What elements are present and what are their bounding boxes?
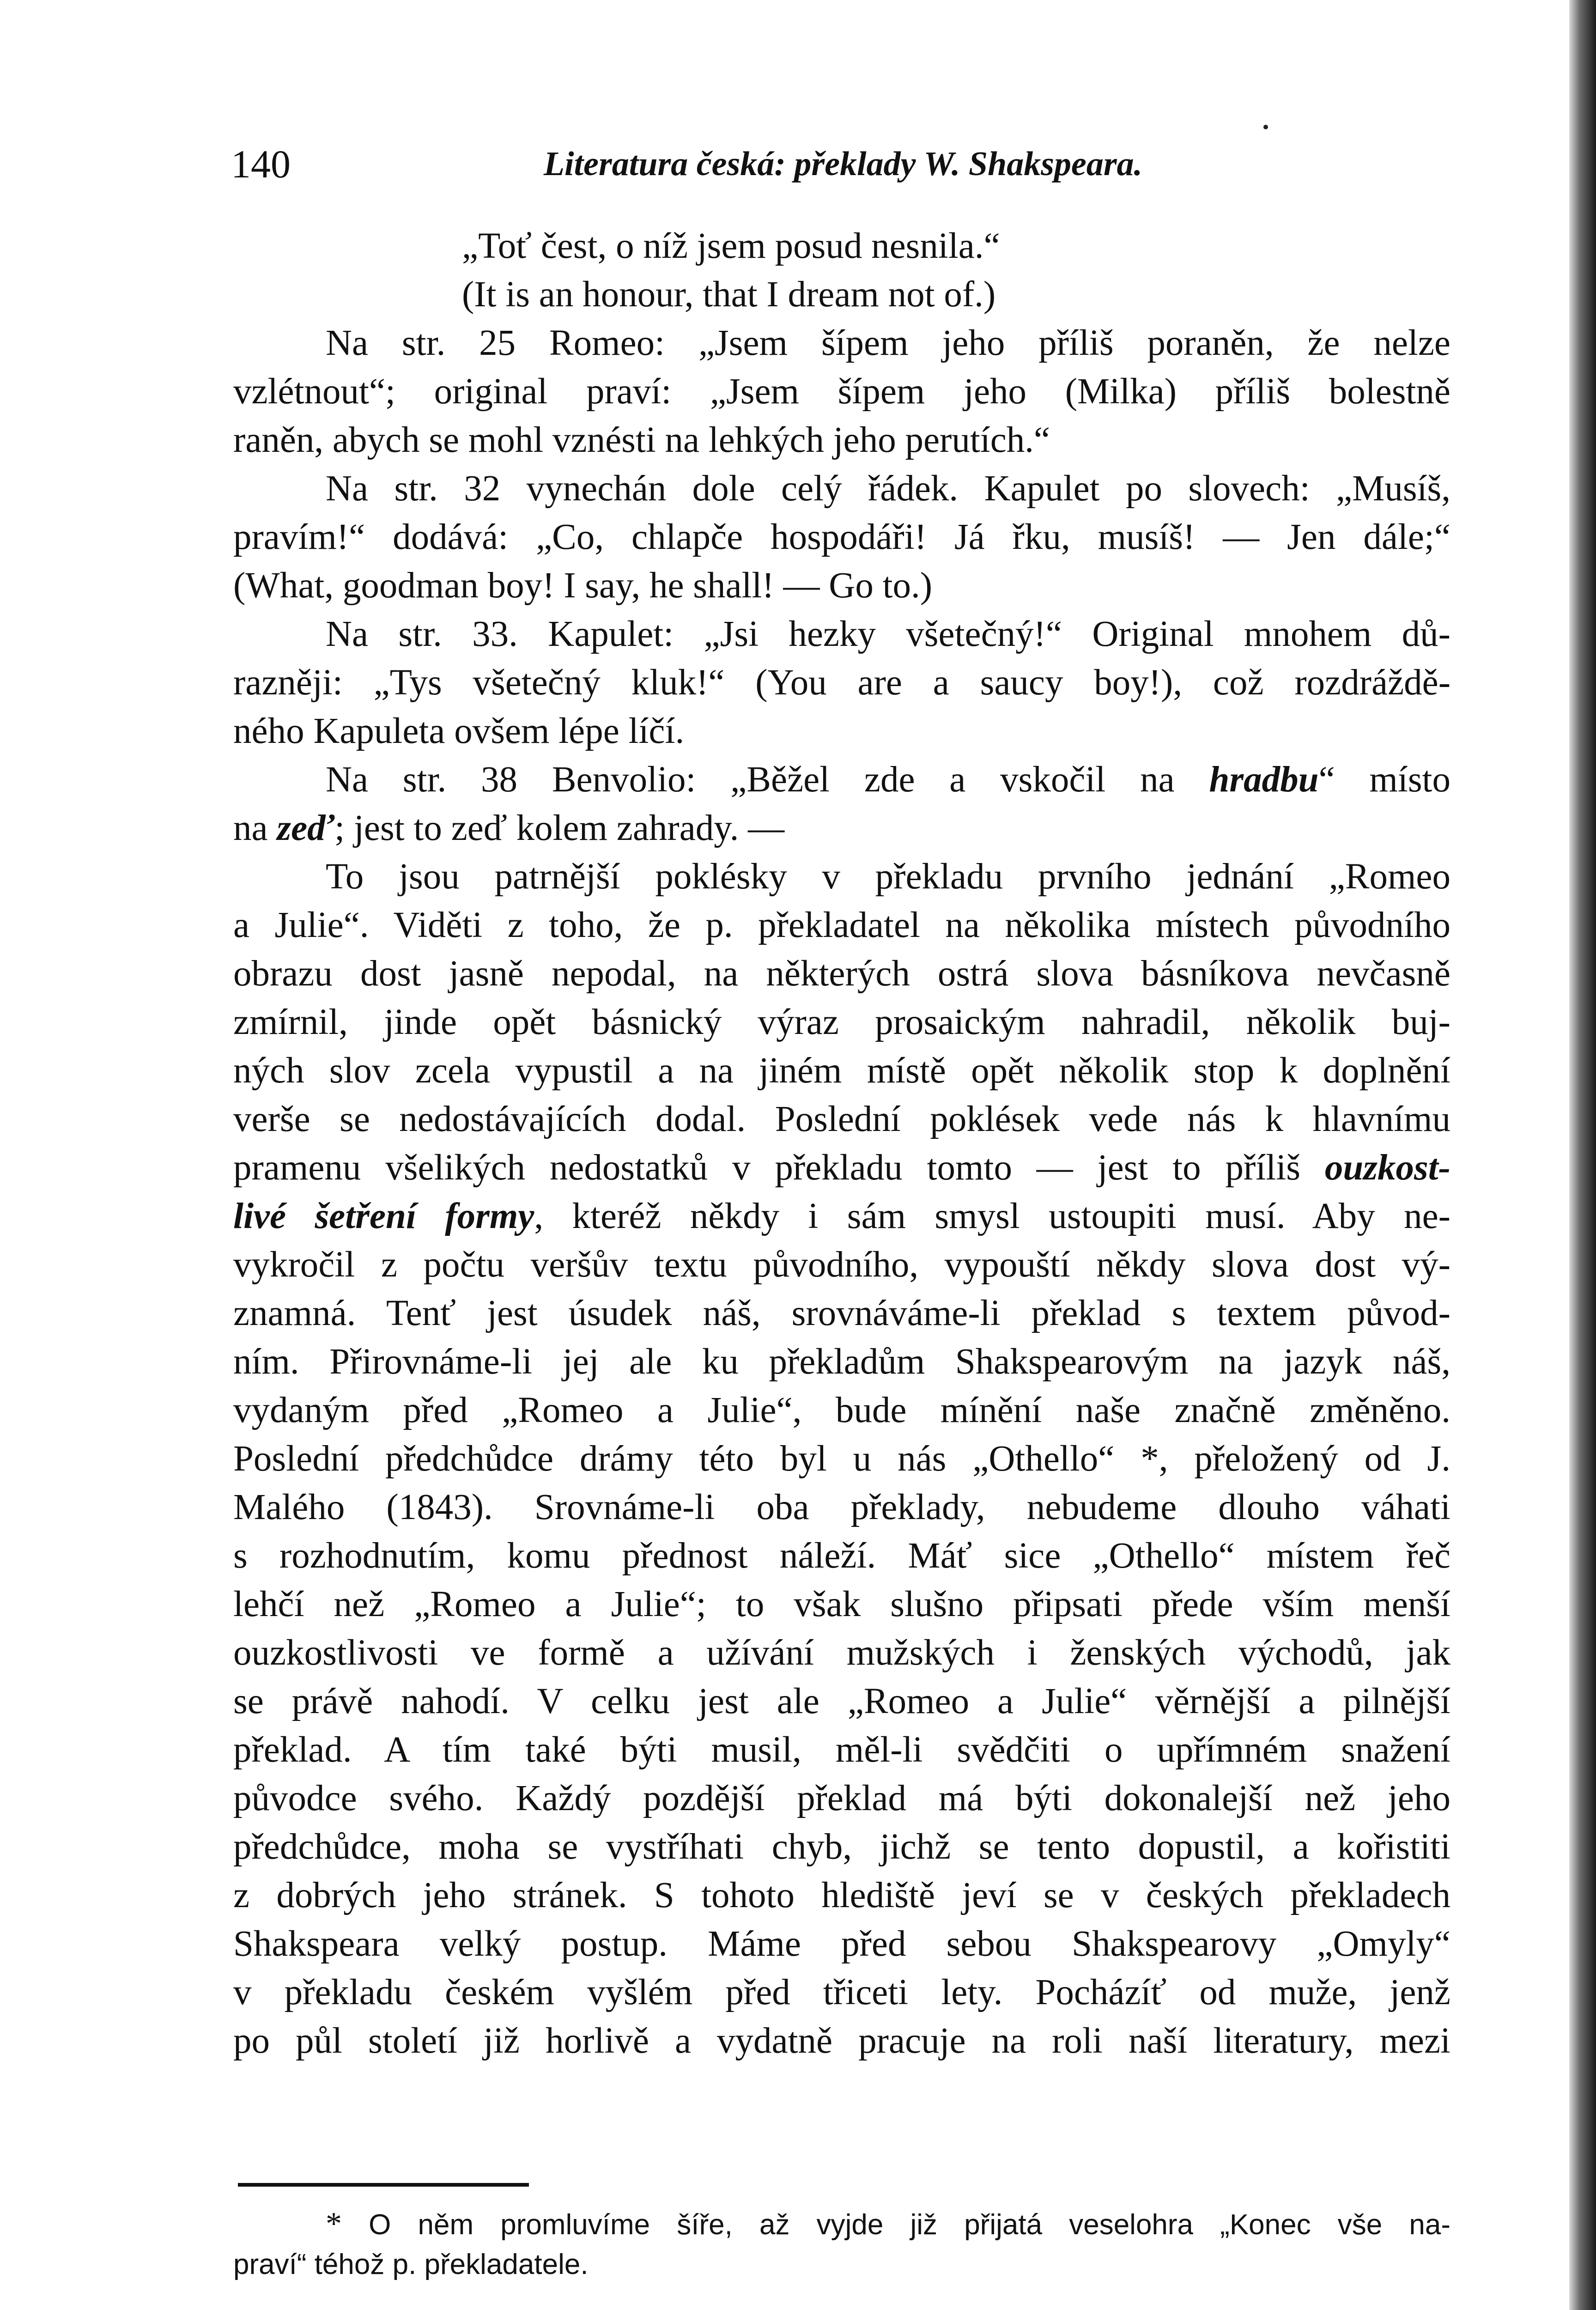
footnote-text: O něm promluvíme šíře, až vyjde již přijatá veselohra „Konec vše na- [369,2209,1450,2241]
text-line: ného Kapuleta ovšem lépe líčí. [233,711,685,751]
footnote-divider [238,2183,529,2187]
text-line: vydaným před „Romeo a Julie“, bude mínění naše značně změněno. [233,1390,1450,1430]
text-line: původce svého. Každý pozdější překlad má býti dokonalejší než jeho [233,1778,1450,1818]
text-run: pramenu všelikých nedostatků v překladu tomto — jest to příliš [233,1148,1300,1188]
text-line: razněji: „Tys všetečný kluk!“ (You are a saucy boy!), což rozdráždě- [233,663,1450,703]
text-line: To jsou patrnější poklésky v překladu prvního jednání „Romeo [326,857,1450,897]
running-title: Literatura česká: překlady W. Shakspeara. [543,145,1143,183]
scan-speck [1263,125,1268,129]
text-line: z dobrých jeho stránek. S tohoto hlediště jeví se v českých překladech [233,1875,1450,1915]
text-line: (What, goodman boy! I say, he shall! — Go to.) [233,565,933,606]
emphasis-text: ouzkost- [1324,1148,1450,1188]
emphasis-text: livé šetření formy [233,1196,534,1236]
text-line: pravím!“ dodává: „Co, chlapče hospodáři! Já řku, musíš! — Jen dále;“ [233,517,1450,557]
scan-page-edge [1569,0,1596,2310]
text-line: Malého (1843). Srovnáme-li oba překlady, nebudeme dlouho váhati [233,1487,1450,1527]
text-line [233,1143,1450,1192]
text-line: raněn, abych se mohl vznésti na lehkých jeho perutích.“ [233,420,1050,460]
text-line [233,804,1450,852]
text-line: (It is an honour, that I dream not of.) [462,274,996,315]
footnote [233,2204,1450,2285]
text-line: vykročil z počtu veršův textu původního, vypouští někdy slova dost vý- [233,1245,1450,1285]
text-line: znamná. Tenť jest úsudek náš, srovnáváme-li překlad s textem původ- [233,1293,1450,1333]
text-line [233,755,1450,804]
text-line: po půl století již horlivě a vydatně pracuje na roli naší literatury, mezi [233,2021,1450,2061]
text-line: verše se nedostávajících dodal. Poslední poklések vede nás k hlavnímu [233,1099,1450,1139]
text-line: zmírnil, jinde opět básnický výraz prosaickým nahradil, několik buj- [233,1002,1450,1042]
text-run: na [233,808,268,848]
text-line: Na str. 33. Kapulet: „Jsi hezky všetečný!“ Original mnohem dů- [326,614,1450,654]
page-number: 140 [231,142,291,186]
footnote-marker: * [326,2206,342,2242]
text-line: v překladu českém vyšlém před třiceti lety. Pocházíť od muže, jenž [233,1972,1450,2012]
emphasis-text: zeď [277,808,335,848]
text-line: Na str. 25 Romeo: „Jsem šípem jeho příliš poraněn, že nelze [326,323,1450,363]
text-line: „Toť čest, o níž jsem posud nesnila.“ [462,226,1000,266]
text-run: Na str. 38 Benvolio: „Běžel zde a vskočil na [326,760,1175,800]
text-line: a Julie“. Viděti z toho, že p. překladatel na několika místech původního [233,905,1450,945]
text-line: Na str. 32 vynechán dole celý řádek. Kapulet po slovech: „Musíš, [326,468,1450,509]
text-line: ných slov zcela vypustil a na jiném místě opět několik stop k doplnění [233,1051,1450,1091]
emphasis-text: hradbu [1209,760,1319,800]
text-line: obrazu dost jasně nepodal, na některých ostrá slova básníkova nevčasně [233,954,1450,994]
body-text [233,222,1450,2065]
text-line: ouzkostlivosti ve formě a užívání mužských i ženských východů, jak [233,1633,1450,1673]
text-line: překlad. A tím také býti musil, měl-li svědčiti o upřímném snažení [233,1730,1450,1770]
text-run: “ místo [1318,760,1451,800]
text-line: předchůdce, moha se vystříhati chyb, jichž se tento dopustil, a kořistiti [233,1827,1450,1867]
footnote-line: praví“ téhož p. překladatele. [233,2249,589,2280]
text-run: , kteréž někdy i sám smysl ustoupiti musí. Aby ne- [534,1196,1450,1236]
text-line: ním. Přirovnáme-li jej ale ku překladům Shakspearovým na jazyk náš, [233,1342,1450,1382]
text-line: lehčí než „Romeo a Julie“; to však slušno připsati přede vším menší [233,1584,1450,1624]
text-line: Poslední předchůdce drámy této byl u nás „Othello“ *, přeložený od J. [233,1439,1450,1479]
text-line: s rozhodnutím, komu přednost náleží. Máť sice „Othello“ místem řeč [233,1536,1450,1576]
text-line [233,1192,1450,1240]
text-line: se právě nahodí. V celku jest ale „Romeo a Julie“ věrnější a pilnější [233,1681,1450,1721]
text-run: ; jest to zeď kolem zahrady. — [334,808,785,848]
text-line: Shakspeara velký postup. Máme před sebou Shakspearovy „Omyly“ [233,1924,1450,1964]
footnote-line [233,2204,1450,2244]
page-header [231,139,1455,189]
text-line: vzlétnout“; original praví: „Jsem šípem jeho (Milka) příliš bolestně [233,371,1450,412]
